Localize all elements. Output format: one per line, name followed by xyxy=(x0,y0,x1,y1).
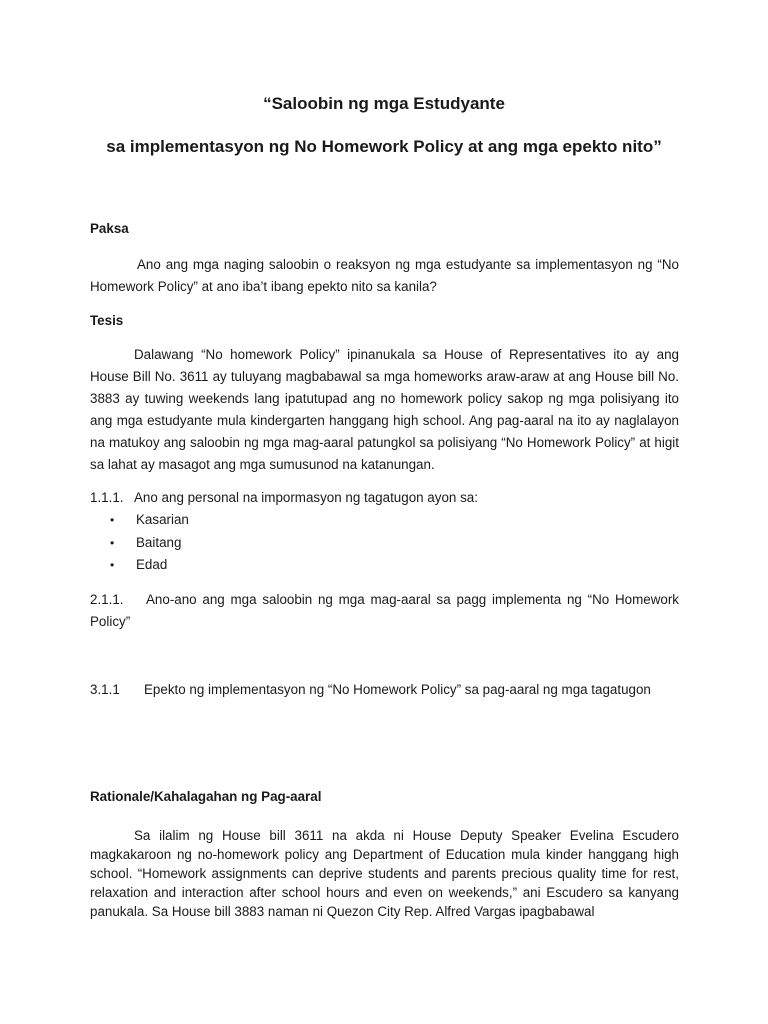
document-title-line-1: “Saloobin ng mga Estudyante xyxy=(263,94,505,113)
rationale-heading: Rationale/Kahalagahan ng Pag-aaral xyxy=(90,789,322,804)
question-3-number: 3.1.1 xyxy=(90,682,120,697)
bullet-icon: • xyxy=(110,558,115,572)
bullet-icon: • xyxy=(110,513,115,527)
list-item-label: Edad xyxy=(136,557,168,572)
question-2 xyxy=(90,589,679,633)
question-3-text: Epekto ng implementasyon ng “No Homework Policy” sa pag-aaral ng mga tagatugon xyxy=(144,682,651,697)
document-title-line-2: sa implementasyon ng No Homework Policy at ang mga epekto nito” xyxy=(106,137,662,156)
list-item-label: Kasarian xyxy=(136,512,189,527)
tesis-paragraph: Dalawang “No homework Policy” ipinanukala sa House of Representatives ito ay ang House Bill No. 3611 ay tuluyang magbabawal sa mga homeworks araw-araw at ang House bill No. 3883 ay tuwing weekends lang ipatutupad ang no homework policy sakop ng mga polisiyang ito ang mga estudyante mula kindergarten hanggang high school. Ang pag-aaral na ito ay naglalayon na matukoy ang saloobin ng mga mag-aaral patungkol sa polisiyang “No Homework Policy” at higit sa lahat ay masagot ang mga sumusunod na katanungan. xyxy=(90,347,679,472)
question-2-number: 2.1.1. xyxy=(90,592,124,607)
paksa-paragraph: Ano ang mga naging saloobin o reaksyon ng mga estudyante sa implementasyon ng “No Homework Policy” at ano iba’t ibang epekto nito sa kanila? xyxy=(90,257,679,294)
question-1 xyxy=(90,490,478,505)
list-item-label: Baitang xyxy=(136,534,182,550)
question-1-text: Ano ang personal na impormasyon ng tagatugon ayon sa: xyxy=(134,490,478,505)
question-1-number: 1.1.1. xyxy=(90,490,124,505)
list-item xyxy=(110,554,189,577)
rationale-paragraph: Sa ilalim ng House bill 3611 na akda ni House Deputy Speaker Evelina Escudero magkakaroon ng no-homework policy ang Department of Education mula kinder hanggang high school. “Homework assignments can deprive students and parents precious quality time for rest, relaxation and interaction after school hours and even on weekends,” ani Escudero sa kanyang panukala. Sa House bill 3883 naman ni Quezon City Rep. Alfred Vargas ipagbabawal xyxy=(90,828,679,919)
list-item xyxy=(110,532,189,555)
respondent-info-list xyxy=(110,509,189,577)
paksa-heading: Paksa xyxy=(90,221,129,236)
bullet-icon: • xyxy=(110,535,115,550)
list-item xyxy=(110,509,189,532)
tesis-heading: Tesis xyxy=(90,313,124,328)
question-2-text: Ano-ano ang mga saloobin ng mga mag-aaral sa pagg implementa ng “No Homework Policy” xyxy=(90,592,679,629)
question-3 xyxy=(90,682,651,697)
